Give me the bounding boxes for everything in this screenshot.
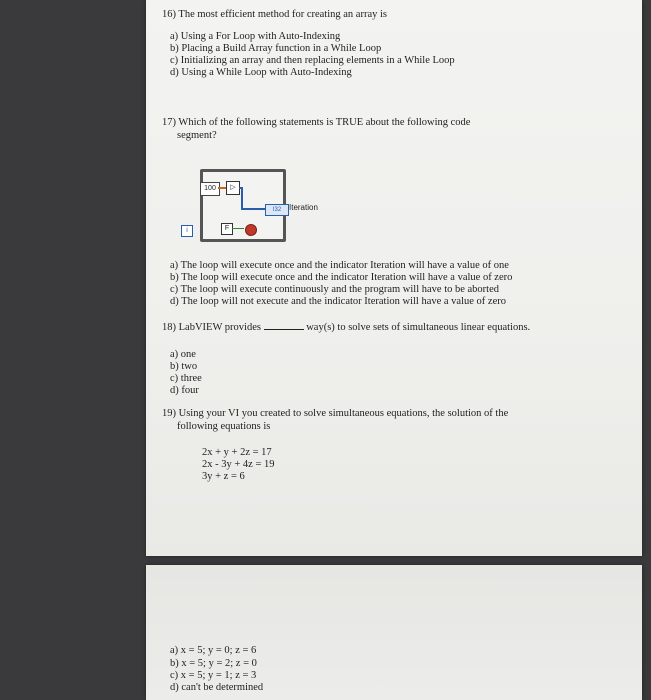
question-19-line2: following equations is bbox=[177, 421, 271, 432]
increment-node-icon: ▷ bbox=[226, 181, 240, 195]
iteration-indicator-label: Iteration bbox=[289, 203, 318, 212]
equation-2: 2x - 3y + 4z = 19 bbox=[202, 459, 275, 470]
question-19-line1: 19) Using your VI you created to solve simultaneous equations, the solution of the bbox=[162, 408, 509, 419]
worksheet-page-2 bbox=[146, 565, 642, 700]
worksheet-page bbox=[146, 0, 642, 556]
q18-option-a: a) one bbox=[170, 349, 196, 360]
stop-condition-icon bbox=[245, 224, 257, 236]
question-16: 16) The most efficient method for creating an array is bbox=[162, 9, 387, 20]
iteration-indicator: I32 bbox=[265, 204, 289, 216]
q18-option-b: b) two bbox=[170, 361, 198, 372]
question-17-line1: 17) Which of the following statements is TRUE about the following code bbox=[162, 117, 471, 128]
boolean-wire bbox=[232, 228, 244, 229]
equation-1: 2x + y + 2z = 17 bbox=[202, 447, 272, 458]
numeric-constant: 100 bbox=[200, 182, 220, 196]
question-18-after: way(s) to solve sets of simultaneous linear equations. bbox=[306, 322, 531, 333]
q16-option-c: c) Initializing an array and then replacing elements in a While Loop bbox=[170, 55, 455, 66]
q17-option-b: b) The loop will execute once and the indicator Iteration will have a value of zero bbox=[170, 272, 513, 283]
q17-option-d: d) The loop will not execute and the indicator Iteration will have a value of zero bbox=[170, 296, 506, 307]
question-18 bbox=[162, 322, 530, 334]
iteration-terminal: i bbox=[181, 225, 193, 237]
question-17-line2: segment? bbox=[177, 130, 217, 141]
q17-option-c: c) The loop will execute continuously and the program will have to be aborted bbox=[170, 284, 500, 295]
q16-option-b: b) Placing a Build Array function in a While Loop bbox=[170, 43, 382, 54]
q16-option-a: a) Using a For Loop with Auto-Indexing bbox=[170, 31, 341, 42]
q17-option-a: a) The loop will execute once and the indicator Iteration will have a value of one bbox=[170, 260, 509, 271]
q19-option-c: c) x = 5; y = 1; z = 3 bbox=[170, 670, 257, 681]
question-18-before: 18) LabVIEW provides bbox=[162, 322, 261, 333]
q19-option-a: a) x = 5; y = 0; z = 6 bbox=[170, 645, 257, 656]
wire-vertical bbox=[241, 187, 243, 209]
boolean-node-icon: F bbox=[221, 223, 233, 235]
q18-option-c: c) three bbox=[170, 373, 202, 384]
q16-option-d: d) Using a While Loop with Auto-Indexing bbox=[170, 67, 352, 78]
answer-blank bbox=[264, 329, 304, 330]
q19-option-b: b) x = 5; y = 2; z = 0 bbox=[170, 658, 257, 669]
wire-to-indicator bbox=[241, 208, 265, 210]
labview-while-loop-diagram bbox=[177, 168, 357, 240]
q19-option-d: d) can't be determined bbox=[170, 682, 264, 693]
constant-wire bbox=[218, 187, 226, 189]
q18-option-d: d) four bbox=[170, 385, 199, 396]
equation-3: 3y + z = 6 bbox=[202, 471, 245, 482]
